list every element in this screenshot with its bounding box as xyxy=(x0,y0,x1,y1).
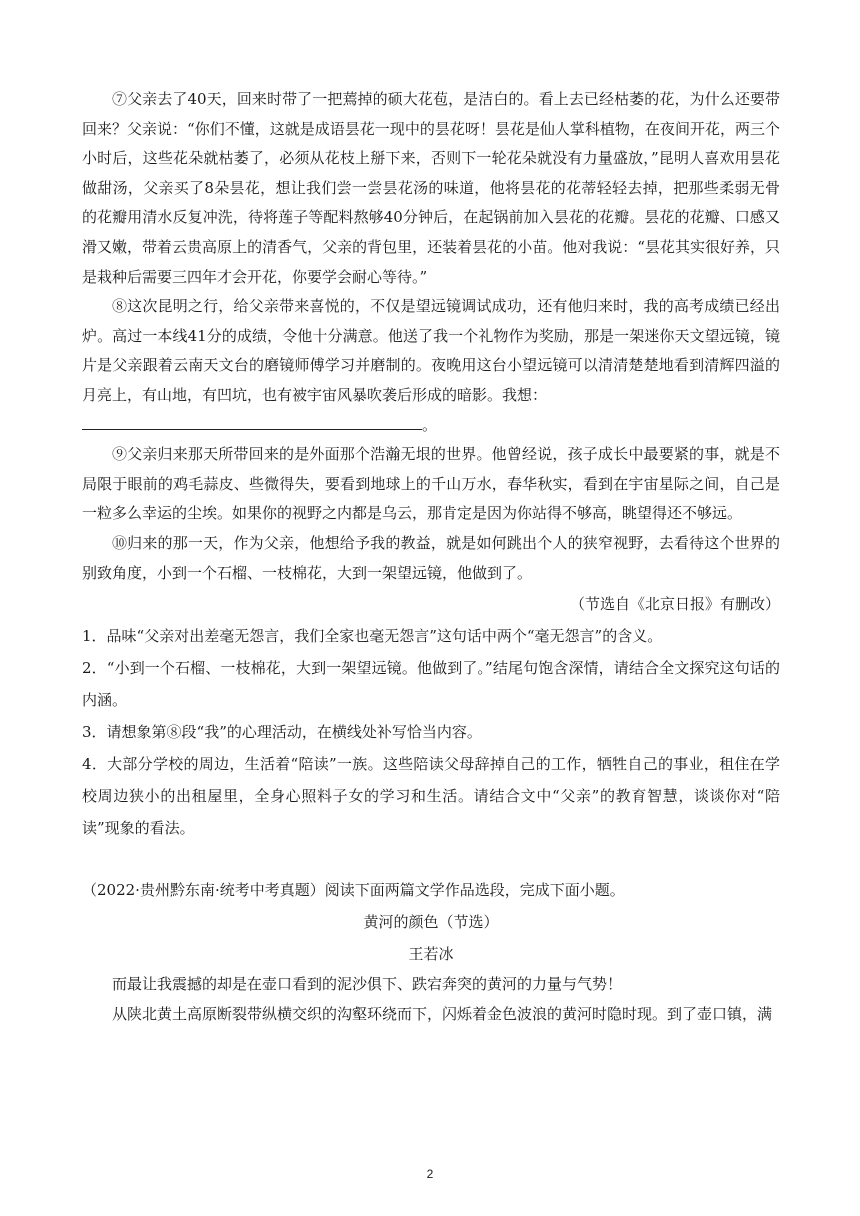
question-2: 2．“小到一个石榴、一枝棉花，大到一架望远镜。他做到了。”结尾句饱含深情，请结合全文探究这句话的内涵。 xyxy=(82,659,780,710)
page-number: 2 xyxy=(426,1167,434,1181)
article-title: 黄河的颜色（节选） xyxy=(363,913,499,932)
question-4: 4．大部分学校的周边，生活着“陪读”一族。这些陪读父母辞掉自己的工作，牺牲自己的事业，租住在学校周边狭小的出租屋里，全身心照料子女的学习和生活。请结合文中“父亲”的教育智慧，谈谈你对“陪读”现象的看法。 xyxy=(82,755,780,838)
paragraph-7: ⑦父亲去了40天，回来时带了一把蔫掉的硕大花苞，是洁白的。看上去已经枯萎的花，为什么还要带回来？父亲说：“你们不懂，这就是成语昙花一现中的昙花呀！昙花是仙人掌科植物，在夜间开花，两三个小时后，这些花朵就枯萎了，必须从花枝上掰下来，否则下一轮花朵就没有力量盛放，”昆明人喜欢用昙花做甜汤，父亲买了8朵昙花，想让我们尝一尝昙花汤的味道，他将昙花的花蒂轻轻去掉，把那些柔弱无骨的花瓣用清水反复冲洗，待将莲子等配料熬够40分钟后，在起锅前加入昙花的花瓣。昙花的花瓣、口感又滑又嫩，带着云贵高原上的清香气，父亲的背包里，还装着昙花的小苗。他对我说：“昙花其实很好养，只是栽种后需要三四年才会开花，你要学会耐心等待。” xyxy=(82,90,780,286)
section-intro: （2022·贵州黔东南·统考中考真题）阅读下面两篇文学作品选段，完成下面小题。 xyxy=(82,881,625,900)
source-note: （节选自《北京日报》有删改） xyxy=(569,595,780,614)
paragraph-9: ⑨父亲归来那天所带回来的是外面那个浩瀚无垠的世界。他曾经说，孩子成长中最要紧的事，就是不局限于眼前的鸡毛蒜皮、些微得失，要看到地球上的千山万水，春华秋实，看到在宇宙星际之间，自己是一粒多么幸运的尘埃。如果你的视野之内都是乌云，那肯定是因为你站得不够高，眺望得还不够远。 xyxy=(82,445,780,523)
article-author: 王若冰 xyxy=(408,945,454,964)
paragraph-10: ⑩归来的那一天，作为父亲，他想给予我的教益，就是如何跳出个人的狭窄视野，去看待这个世界的别致角度，小到一个石榴、一枝棉花，大到一架望远镜，他做到了。 xyxy=(82,533,780,582)
paragraph-8: ⑧这次昆明之行，给父亲带来喜悦的，不仅是望远镜调试成功，还有他归来时，我的高考成绩已经出炉。高过一本线41分的成绩，令他十分满意。他送了我一个礼物作为奖励，那是一架迷你天文望远镜，镜片是父亲跟着云南天文台的磨镜师傅学习并磨制的。夜晚用这台小望远镜可以清清楚楚地看到清辉四溢的月亮上，有山地，有凹坑，也有被宇宙风暴吹袭后形成的暗影。我想： xyxy=(82,297,780,404)
fill-in-blank xyxy=(82,415,422,430)
article-paragraph-1: 而最让我震撼的却是在壶口看到的泥沙俱下、跌宕奔突的黄河的力量与气势！ xyxy=(112,975,623,994)
article-paragraph-2: 从陕北黄土高原断裂带纵横交织的沟壑环绕而下，闪烁着金色波浪的黄河时隐时现。到了壶口镇，满 xyxy=(112,1004,773,1023)
question-1: 1．品味“父亲对出差毫无怨言，我们全家也毫无怨言”这句话中两个“毫无怨言”的含义。 xyxy=(82,627,663,646)
blank-period: 。 xyxy=(422,415,438,434)
question-3: 3．请想象第⑧段“我”的心理活动，在横线处补写恰当内容。 xyxy=(82,723,482,742)
answer-blank-line xyxy=(82,411,780,441)
section-gap xyxy=(82,844,780,874)
page-content xyxy=(82,85,780,1029)
